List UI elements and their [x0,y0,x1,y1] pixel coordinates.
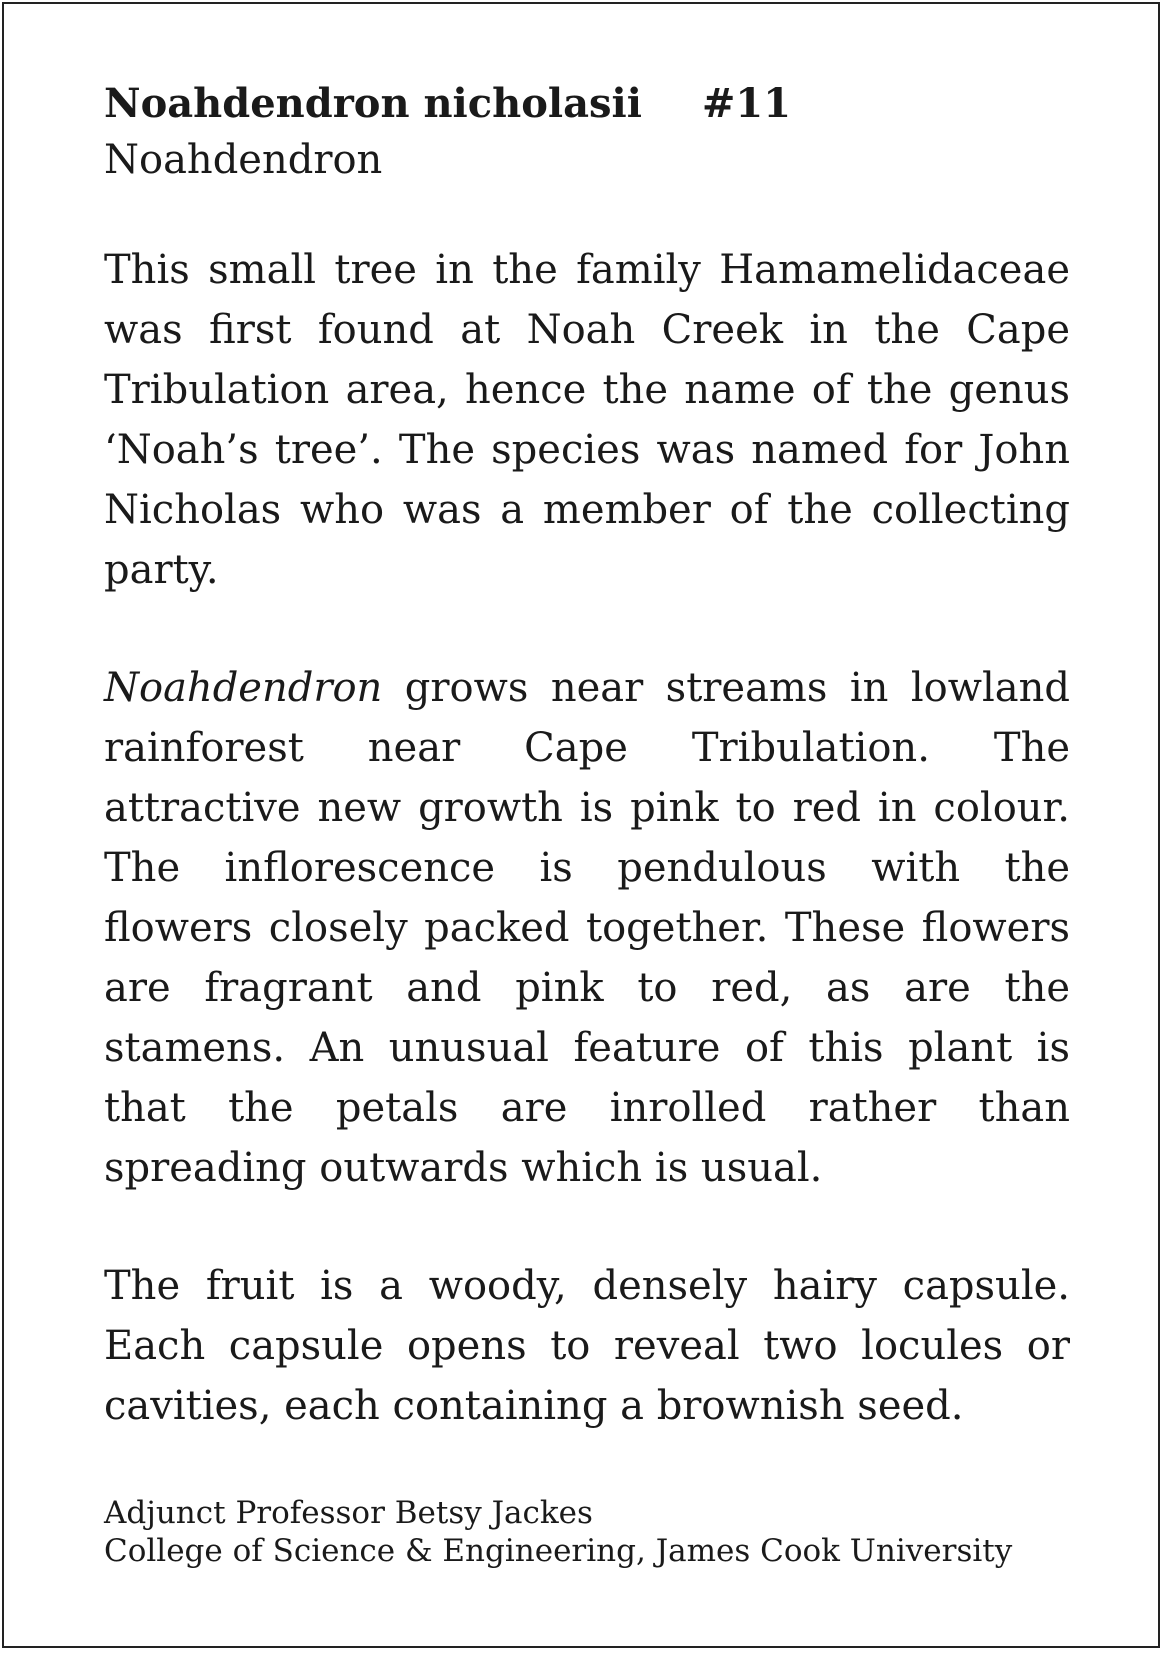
credit-author: Adjunct Professor Betsy Jackes [104,1495,593,1531]
credit-affiliation: College of Science & Engineering, James Cook University [104,1533,1013,1569]
card-content [104,76,1070,1570]
description-paragraph-1: This small tree in the family Hamamelidaceae was first found at Noah Creek in the Cape Tribulation area, hence the name of the genus ‘Noah’s tree’. The species was named for John Nicholas who was a member of the collecting party. [104,247,1070,593]
paragraph-2-text: grows near streams in lowland rainforest near Cape Tribulation. The attractive new growth is pink to red in colour. The inflorescence is pendulous with the flowers closely packed together. These flowers are fragrant and pink to red, as are the stamens. An unusual feature of this plant is that the petals are inrolled rather than spreading outwards which is usual. [104,665,1070,1191]
description-paragraph-2 [104,658,1070,1198]
description-paragraph-3: The fruit is a woody, densely hairy capsule. Each capsule opens to reveal two locules or cavities, each containing a brownish seed. [104,1263,1070,1429]
credit-block [104,1494,1070,1570]
species-card [2,2,1160,1648]
species-number: #11 [701,80,792,127]
scientific-name: Noahdendron nicholasii [104,80,642,127]
common-name: Noahdendron [104,137,383,183]
title-row [104,76,1070,132]
genus-italic: Noahdendron [104,665,383,711]
